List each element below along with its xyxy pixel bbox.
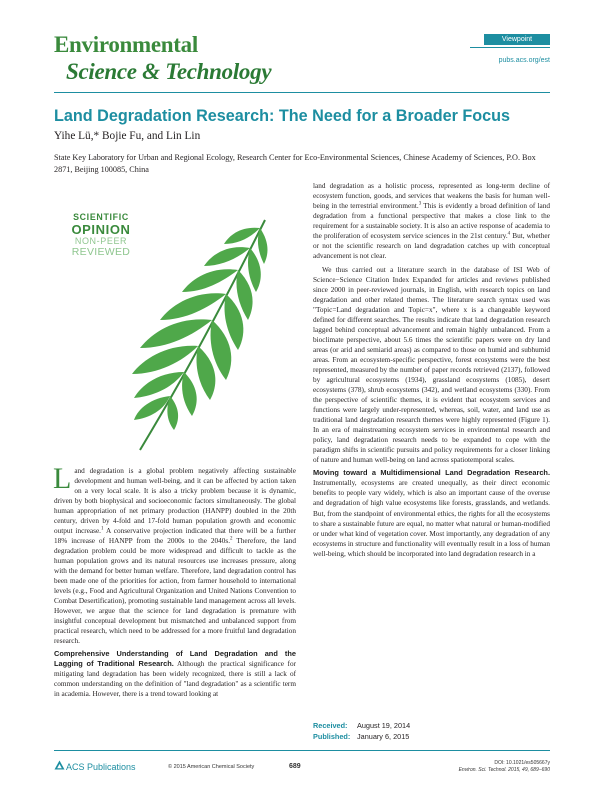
article-title: Land Degradation Research: The Need for a Broader Focus [54, 107, 511, 125]
right-paragraph-2: We thus carried out a literature search in the database of ISI Web of Science−Science Citation Index Expanded for articles and reviews published since 2000 in peer-reviewed journals, in English, with research topics on land degradation and other related themes. The literature search syntax used was "Topic=Land degradation and Topic=x", where x is a changeable keyword defined for different searches. The results indicate that land degradation research lagged behind conceptual advancement and remain highly unbalanced. From a bioclimate perspective, about 5.6 times the scientific papers were on dry land areas (or arid and semiarid areas) as compared to those on humid and subhumid areas. From an ecosystem-specific perspective, forest ecosystems were the best represented, measured by the number of paper records retrieved (2137), followed by agricultural ecosystems (1934), grassland ecosystems (1085), desert ecosystems (378), shrub ecosystems (342), and wetland ecosystems (330). From the perspective of scientific themes, it is evident that ecosystem services and functions were largely under-represented, whereas, soil, water, and land use as traditional land degradation research themes were highly represented (Figure 1). In an era of mainstreaming ecosystem services in environmental research and policy, land degradation research needs to be expanded to cope with the paradigm shifts in scientific pursuits and policy requirements for a closer linking of nature and human well-being on land across spatiotemporal scales. [313, 266, 550, 465]
right-column [313, 181, 550, 559]
publisher-name[interactable]: ACS Publications [66, 762, 136, 772]
ref-link[interactable]: 1 [101, 526, 104, 532]
received-date: August 19, 2014 [357, 721, 411, 730]
right-paragraph-1: land degradation as a holistic process, represented as long-term decline of ecosystem function, goods, and services that weakens the basis for human well-being in the terrestrial environment.$^3$ This is evidently a broad definition of land degradation from a functional perspective that makes a close link to the requirement for a sustainable society. It is also an active response of academia to the proliferation of ecosystem service sciences in the 21st century.$^4$ But, whether or not the scientific research on land degradation catches up with conceptual advancement is not clear. [313, 182, 550, 261]
received-label: Received: [313, 721, 348, 730]
article-dates [313, 720, 410, 742]
section-heading: Moving toward a Multidimensional Land Degradation Research. [313, 468, 550, 478]
journal-logo-text: Environmental [54, 32, 198, 57]
published-label: Published: [313, 732, 351, 741]
badge-line4: REVIEWED [71, 246, 131, 258]
article-affiliation: State Key Laboratory for Urban and Regional Ecology, Research Center for Eco-Environmental Sciences, Chinese Academy of Sciences, P.O. Box 2871, Beijing 100085, China [54, 153, 536, 174]
section-badge: Viewpoint [484, 34, 550, 45]
published-date: January 6, 2015 [357, 732, 410, 741]
right-paragraph-3: Moving toward a Multidimensional Land Degradation Research. Instrumentally, ecosystems are created unequally, as their direct economic benefits to people vary widely, which is also an important cause of the overuse and degradation of high value ecosystems like forests, grasslands, and wetlands. But, from the standpoint of environmental ethics, the rights for all the ecosystems to share a sustainable future are equal, no matter what natural or human-modified or under what kind of vegetation cover. Most importantly, any degradation of any ecosystems in structure and functionality will eventually result in a loss of human well-being, which should be incorporated into land degradation research in a [313, 468, 550, 558]
ref-link[interactable]: 2 [230, 536, 233, 542]
ref-link[interactable]: 3 [418, 201, 422, 207]
title-rule [54, 92, 550, 93]
left-paragraph-1: Land degradation is a global problem negatively affecting sustainable development and human well-being, and it can be affected by action taken on a very local scale. It is also a tricky problem because it is dynamic, driven by both biophysical and socioeconomic factors simultaneously. The global human appropriation of net primary production (HANPP) doubled in the 20th century, driven by 4-fold and 17-fold human population growth and economic output increase.$^1$ A conservative projection indicated that there will be a further 18% increase of HANPP from the 2000s to the 2040s.$^2$ Therefore, the land degradation problem could be more widespread and difficult to tackle as the human population grows and its natural resources use increases pressure, along with the demand for better human welfare. Therefore, land degradation control has been made one of the priorities for action, from farmer household to international levels (e.g., Food and Agricultural Organization and United Nations Convention to Combat Desertification), promoting sustainable land management across all levels. However, we argue that the science for land degradation is premature with insightful conceptual development but mismatched and unbalanced support from practical research, which need to be addressed for a more fruitful land degradation research. [53, 462, 296, 646]
page-number: 689 [289, 763, 301, 770]
drop-cap: L [53, 462, 72, 495]
header-rule [470, 47, 550, 48]
fern-leaf-icon [110, 200, 300, 460]
left-column [53, 462, 296, 699]
badge-line1: SCIENTIFIC [73, 212, 129, 222]
citation: Environ. Sci. Technol. 2015, 49, 689−690 [458, 767, 550, 773]
footer-rule [54, 750, 550, 751]
article-authors: Yihe Lü,* Bojie Fu, and Lin Lin [54, 130, 201, 142]
journal-logo-line2: Science & Technology [66, 59, 272, 84]
left-paragraph-2: Comprehensive Understanding of Land Degradation and the Lagging of Traditional Research. Although the practical significance for mitigating land degradation has been widely recognized, there is still a lack of common understanding on the definition of "land degradation" as a scientific term in academia. However, there is a trend toward looking at [54, 649, 296, 699]
copyright: © 2015 American Chemical Society [168, 764, 255, 770]
journal-url-link[interactable]: pubs.acs.org/est [498, 57, 550, 64]
acs-logo-icon [54, 760, 65, 771]
badge-line2: OPINION [71, 222, 131, 237]
doi-link[interactable]: DOI: 10.1021/es505667y [494, 760, 550, 766]
doi-block [430, 760, 550, 774]
badge-line3: NON-PEER [74, 236, 128, 246]
ref-link[interactable]: 4 [507, 231, 511, 237]
journal-logo-line1 [54, 33, 198, 56]
section-heading: Comprehensive Understanding of Land Degradation and the Lagging of Traditional Research. [54, 649, 296, 669]
